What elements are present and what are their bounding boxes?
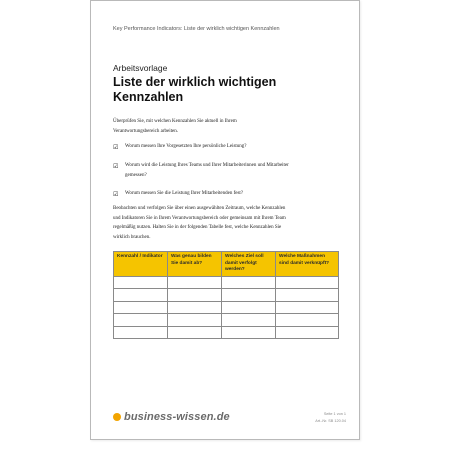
column-header-abbildung: Was genau bilden Sie damit ab? — [168, 252, 222, 277]
business-wissen-logo[interactable] — [113, 411, 230, 423]
table-cell[interactable] — [276, 314, 339, 327]
logo-dot-icon — [113, 413, 121, 421]
table-row — [114, 301, 339, 314]
table-cell[interactable] — [222, 276, 276, 289]
table-cell[interactable] — [222, 289, 276, 302]
table-cell[interactable] — [222, 326, 276, 339]
column-header-ziel: Welches Ziel soll damit verfolgt werden? — [222, 252, 276, 277]
document-type-label: Arbeitsvorlage — [113, 63, 168, 73]
instruction-paragraph: Beobachten und verfolgen Sie über einen ausgewählten Zeitraum, welche Kennzahlen und Indikatoren Sie in Ihrem Verantwortungsbereich oder gemeinsam mit Ihrem Team regelmäßig nutzen. Halten Sie in der folgenden Tabelle fest, welche Kennzahlen Sie wirklich brauchen. — [113, 206, 286, 240]
table-cell[interactable] — [114, 301, 168, 314]
column-header-kennzahl: Kennzahl / Indikator — [114, 252, 168, 277]
page-number: Seite 1 von 1 — [323, 412, 346, 416]
ballot-box-with-check-icon: ☑ — [113, 143, 119, 151]
logo-text: business-wissen.de — [124, 411, 230, 423]
table-cell[interactable] — [168, 314, 222, 327]
checklist-item-text: Worum wird die Leistung Ihres Teams und Ihrer Mitarbeiterinnen und Mitarbeiter gemessen? — [125, 163, 289, 178]
article-number: Art.-Nr. SB 120.04 — [315, 419, 346, 423]
table-cell[interactable] — [276, 326, 339, 339]
kpi-table — [113, 251, 339, 339]
table-cell[interactable] — [222, 314, 276, 327]
document-title: Liste der wirklich wichtigen Kennzahlen — [113, 75, 277, 104]
table-row — [114, 326, 339, 339]
ballot-box-with-check-icon: ☑ — [113, 190, 119, 198]
table-row — [114, 289, 339, 302]
table-cell[interactable] — [168, 276, 222, 289]
ballot-box-with-check-icon: ☑ — [113, 162, 119, 170]
table-row — [114, 314, 339, 327]
table-cell[interactable] — [114, 276, 168, 289]
table-cell[interactable] — [114, 289, 168, 302]
document-page — [90, 0, 360, 440]
table-cell[interactable] — [276, 289, 339, 302]
checklist-item-text: Worum messen Sie die Leistung Ihrer Mitarbeitenden fest? — [125, 191, 244, 196]
table-cell[interactable] — [222, 301, 276, 314]
table-cell[interactable] — [168, 301, 222, 314]
footer-meta — [315, 411, 346, 425]
table-cell[interactable] — [114, 326, 168, 339]
table-cell[interactable] — [114, 314, 168, 327]
checklist-item-text: Worum messen Ihre Vorgesetzten Ihre persönliche Leistung? — [125, 144, 247, 149]
table-cell[interactable] — [168, 289, 222, 302]
checklist-item — [113, 161, 303, 189]
intro-paragraph: Überprüfen Sie, mit welchen Kennzahlen Sie aktuell in Ihrem Verantwortungsbereich arbeiten. — [113, 119, 237, 134]
table-cell[interactable] — [276, 301, 339, 314]
checklist-item — [113, 142, 303, 161]
checklist — [113, 142, 303, 207]
table-header-row — [114, 252, 339, 277]
table-row — [114, 276, 339, 289]
table-cell[interactable] — [168, 326, 222, 339]
column-header-massnahmen: Welche Maßnahmen sind damit verknüpft? — [276, 252, 339, 277]
table-cell[interactable] — [276, 276, 339, 289]
running-header: Key Performance Indicators: Liste der wirklich wichtigen Kennzahlen — [113, 26, 280, 32]
